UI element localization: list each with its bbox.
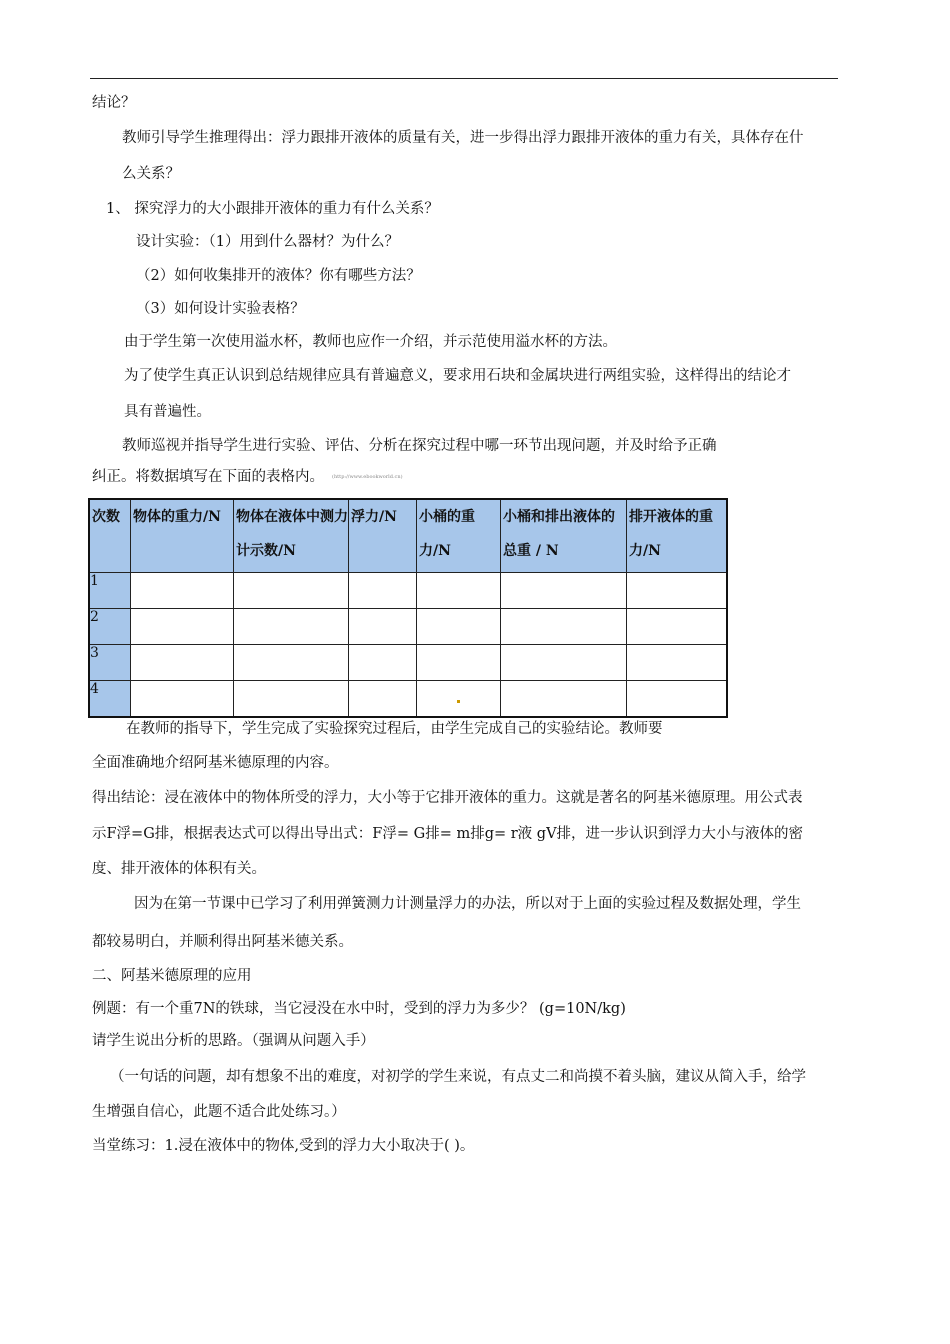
top-rule xyxy=(90,78,838,79)
table-header-cell xyxy=(627,499,728,573)
text-line: 因为在第一节课中已学习了利用弹簧测力计测量浮力的办法，所以对于上面的实验过程及数据处理，学生 xyxy=(134,896,801,912)
table-cell xyxy=(234,645,349,681)
table-header-cell xyxy=(417,499,501,573)
table-row xyxy=(89,681,727,718)
row-number-cell xyxy=(89,609,131,645)
table-cell xyxy=(501,573,627,609)
header-text: 物体的重力/N xyxy=(133,509,221,525)
table-cell xyxy=(131,645,234,681)
text-line xyxy=(92,467,403,487)
data-table xyxy=(88,498,728,718)
text-line: 结论？ xyxy=(92,95,136,111)
text-span: 纠正。将数据填写在下面的表格内。 xyxy=(92,469,324,485)
table-row xyxy=(89,573,727,609)
table-cell xyxy=(349,681,417,718)
table-cell xyxy=(349,609,417,645)
row-number-cell xyxy=(89,645,131,681)
table-row xyxy=(89,609,727,645)
header-text: 浮力/N xyxy=(351,509,397,525)
table-header-cell xyxy=(501,499,627,573)
formula-line: 示F浮=G排，根据表达式可以得出导出式：F浮= G排= m排g= r液 gV排，进一步认识到浮力大小与液体的密 xyxy=(92,826,804,842)
table-header-cell xyxy=(89,499,131,573)
table-header-cell xyxy=(234,499,349,573)
table-cell xyxy=(417,645,501,681)
row-number-cell xyxy=(89,573,131,609)
text-line: 具有普遍性。 xyxy=(124,404,211,420)
table-header-cell xyxy=(349,499,417,573)
table-cell xyxy=(627,681,728,718)
dot-mark xyxy=(457,700,460,703)
row-number: 1 xyxy=(90,573,99,589)
section-heading: 二、阿基米德原理的应用 xyxy=(92,968,252,984)
table-cell xyxy=(501,609,627,645)
table-cell xyxy=(131,681,234,718)
row-number: 4 xyxy=(90,681,99,697)
text-line: 么关系？ xyxy=(122,166,180,182)
text-line: 在教师的指导下，学生完成了实验探究过程后，由学生完成自己的实验结论。教师要 xyxy=(126,721,663,737)
text-line: 教师引导学生推理得出：浮力跟排开液体的质量有关，进一步得出浮力跟排开液体的重力有关，具体存在什 xyxy=(122,130,804,146)
table-cell xyxy=(131,609,234,645)
text-line: （3）如何设计实验表格？ xyxy=(136,301,305,317)
text-line: 教师巡视并指导学生进行实验、评估、分析在探究过程中哪一环节出现问题，并及时给予正确 xyxy=(122,438,717,454)
table-row xyxy=(89,645,727,681)
table-cell xyxy=(417,681,501,718)
header-text: 小桶和排出液体的总重 / N xyxy=(503,509,615,559)
text-line: 得出结论：浸在液体中的物体所受的浮力，大小等于它排开液体的重力。这就是著名的阿基米德原理。用公式表 xyxy=(92,790,803,806)
header-text: 小桶的重力/N xyxy=(419,509,475,559)
header-text: 物体在液体中测力计示数/N xyxy=(236,509,348,559)
text-line: 请学生说出分析的思路。（强调从问题入手） xyxy=(92,1033,375,1049)
text-line: 度、排开液体的体积有关。 xyxy=(92,861,266,877)
text-line: 例题：有一个重7N的铁球，当它浸没在水中时，受到的浮力为多少？ (g=10N/kg) xyxy=(92,1001,626,1017)
text-line: 当堂练习：1.浸在液体中的物体,受到的浮力大小取决于( )。 xyxy=(92,1138,475,1154)
table-cell xyxy=(349,645,417,681)
table-cell xyxy=(349,573,417,609)
row-number-cell xyxy=(89,681,131,718)
text-line: 由于学生第一次使用溢水杯，教师也应作一介绍，并示范使用溢水杯的方法。 xyxy=(124,334,617,350)
table-cell xyxy=(627,645,728,681)
table-cell xyxy=(131,573,234,609)
text-line: 1、 探究浮力的大小跟排开液体的重力有什么关系？ xyxy=(106,201,439,217)
table-cell xyxy=(417,609,501,645)
text-line: 设计实验：（1）用到什么器材？为什么？ xyxy=(136,234,399,250)
row-number: 3 xyxy=(90,645,99,661)
row-number: 2 xyxy=(90,609,99,625)
table-cell xyxy=(501,645,627,681)
header-text: 次数 xyxy=(92,509,120,525)
text-line: 为了使学生真正认识到总结规律应具有普遍意义，要求用石块和金属块进行两组实验，这样得出的结论才 xyxy=(124,368,791,384)
text-line: （2）如何收集排开的液体？你有哪些方法？ xyxy=(136,268,421,284)
table-header-row xyxy=(89,499,727,573)
header-text: 排开液体的重力/N xyxy=(629,509,713,559)
text-line: （一句话的问题，却有想象不出的难度，对初学的学生来说，有点丈二和尚摸不着头脑，建议从简入手，给学 xyxy=(110,1069,806,1085)
table-cell xyxy=(234,609,349,645)
table-cell xyxy=(417,573,501,609)
text-line: 生增强自信心，此题不适合此处练习。） xyxy=(92,1104,346,1120)
table-cell xyxy=(627,573,728,609)
watermark-text: (http://www.ebookworld.cn) xyxy=(332,474,403,480)
text-line: 全面准确地介绍阿基米德原理的内容。 xyxy=(92,755,339,771)
table-cell xyxy=(501,681,627,718)
table-cell xyxy=(234,681,349,718)
table-header-cell xyxy=(131,499,234,573)
table-cell xyxy=(234,573,349,609)
table-cell xyxy=(627,609,728,645)
text-line: 都较易明白，并顺利得出阿基米德关系。 xyxy=(92,934,353,950)
